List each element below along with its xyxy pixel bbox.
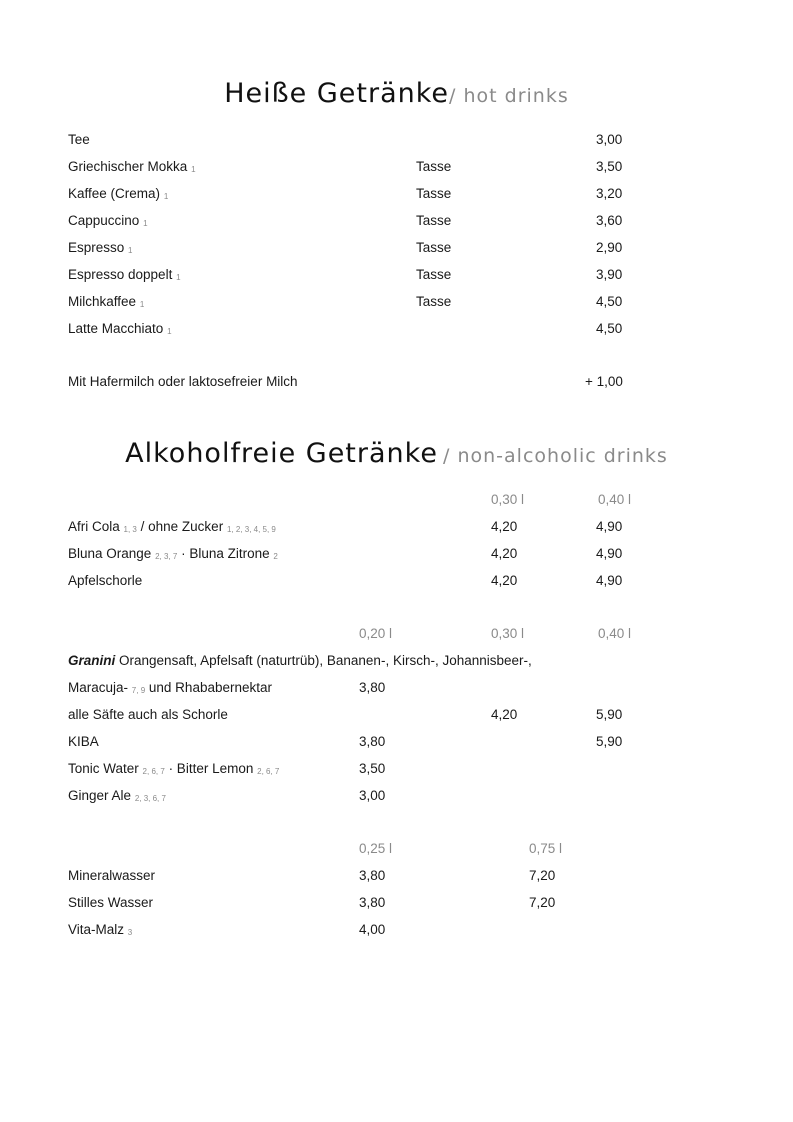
item-price: 3,90 bbox=[596, 267, 623, 282]
item-price: 3,00 bbox=[359, 788, 386, 803]
item-name: Milchkaffee bbox=[68, 294, 137, 309]
footnote-ref: 1 bbox=[128, 246, 133, 255]
granini-line-1 bbox=[68, 653, 532, 669]
item-name: Tee bbox=[68, 132, 90, 147]
item-name-row bbox=[68, 294, 144, 312]
footnote-ref: 3 bbox=[127, 928, 133, 937]
item-name: Bluna Orange bbox=[68, 546, 152, 561]
footnote-ref: 1 bbox=[143, 219, 148, 228]
item-name-variant: · Bluna Zitrone bbox=[181, 546, 270, 561]
item-name: Vita-Malz bbox=[68, 922, 125, 937]
item-name-row bbox=[68, 267, 181, 285]
granini-line-2 bbox=[68, 680, 272, 698]
item-name: Afri Cola bbox=[68, 519, 120, 534]
item-price: 3,20 bbox=[596, 186, 623, 201]
unit-header: 0,20 l bbox=[359, 626, 393, 641]
item-price: 3,60 bbox=[596, 213, 623, 228]
item-price: 4,90 bbox=[596, 546, 623, 561]
unit-header: 0,30 l bbox=[491, 626, 525, 641]
item-name-row bbox=[68, 240, 133, 258]
item-price: 4,50 bbox=[596, 294, 623, 309]
item-price: 3,80 bbox=[359, 680, 386, 695]
item-name: Espresso doppelt bbox=[68, 267, 173, 282]
item-name: und Rhababernektar bbox=[148, 680, 272, 695]
footnote-ref: 1 bbox=[191, 165, 196, 174]
item-size: Tasse bbox=[416, 213, 452, 228]
item-size: Tasse bbox=[416, 186, 452, 201]
item-name: Espresso bbox=[68, 240, 125, 255]
item-price: 3,80 bbox=[359, 734, 386, 749]
item-name: alle Säfte auch als Schorle bbox=[68, 707, 228, 722]
footnote-ref: 2, 3, 7 bbox=[155, 552, 178, 561]
item-name-variant: / ohne Zucker bbox=[140, 519, 224, 534]
item-price: 3,50 bbox=[596, 159, 623, 174]
item-price: 3,80 bbox=[359, 868, 386, 883]
footnote-ref: 2 bbox=[273, 552, 278, 561]
item-name-variant: · Bitter Lemon bbox=[168, 761, 254, 776]
unit-header: 0,40 l bbox=[598, 626, 632, 641]
item-price: 4,90 bbox=[596, 519, 623, 534]
milk-option-price: + 1,00 bbox=[585, 374, 623, 389]
footnote-ref: 1, 3 bbox=[123, 525, 137, 534]
item-name: Latte Macchiato bbox=[68, 321, 164, 336]
footnote-ref: 1 bbox=[163, 192, 169, 201]
item-name: KIBA bbox=[68, 734, 99, 749]
item-name-row bbox=[68, 922, 132, 940]
item-name: Griechischer Mokka bbox=[68, 159, 188, 174]
item-name: Ginger Ale bbox=[68, 788, 132, 803]
brand-name: Granini bbox=[68, 653, 116, 668]
item-price: 3,50 bbox=[359, 761, 386, 776]
item-price: 3,80 bbox=[359, 895, 386, 910]
item-size: Tasse bbox=[416, 159, 452, 174]
item-name-row bbox=[68, 519, 276, 537]
footnote-ref: 1 bbox=[167, 327, 172, 336]
soft-drinks-heading bbox=[0, 438, 793, 469]
unit-header: 0,30 l bbox=[491, 492, 525, 507]
item-name: Stilles Wasser bbox=[68, 895, 154, 910]
item-name-row bbox=[68, 761, 279, 779]
item-name-row bbox=[68, 213, 148, 231]
footnote-ref: 7, 9 bbox=[131, 686, 146, 695]
milk-option-label: Mit Hafermilch oder laktosefreier Milch bbox=[68, 374, 298, 389]
footnote-ref: 2, 6, 7 bbox=[142, 767, 165, 776]
item-price: 4,20 bbox=[491, 519, 518, 534]
item-name: Orangensaft, Apfelsaft (naturtrüb), Bananen-, Kirsch-, Johannisbeer-, bbox=[119, 653, 532, 668]
hot-drinks-subtitle: / hot drinks bbox=[449, 85, 569, 107]
hot-drinks-title: Heiße Getränke bbox=[224, 78, 450, 109]
item-price: 5,90 bbox=[596, 707, 623, 722]
item-name: Maracuja- bbox=[68, 680, 129, 695]
item-price: 2,90 bbox=[596, 240, 623, 255]
footnote-ref: 1 bbox=[176, 273, 181, 282]
item-price: 4,20 bbox=[491, 707, 518, 722]
footnote-ref: 1 bbox=[139, 300, 145, 309]
item-size: Tasse bbox=[416, 267, 452, 282]
item-name: Apfelschorle bbox=[68, 573, 143, 588]
item-size: Tasse bbox=[416, 240, 452, 255]
item-name-row bbox=[68, 186, 168, 204]
item-price: 7,20 bbox=[529, 895, 556, 910]
item-size: Tasse bbox=[416, 294, 452, 309]
unit-header: 0,75 l bbox=[529, 841, 563, 856]
unit-header: 0,40 l bbox=[598, 492, 632, 507]
item-price: 7,20 bbox=[529, 868, 556, 883]
item-name: Kaffee (Crema) bbox=[68, 186, 161, 201]
footnote-ref: 2, 6, 7 bbox=[257, 767, 280, 776]
hot-drinks-heading bbox=[0, 78, 793, 109]
soft-drinks-title: Alkoholfreie Getränke bbox=[125, 438, 438, 469]
item-price: 3,00 bbox=[596, 132, 623, 147]
item-name-row bbox=[68, 159, 196, 177]
item-price: 4,20 bbox=[491, 573, 518, 588]
unit-header: 0,25 l bbox=[359, 841, 393, 856]
item-name: Tonic Water bbox=[68, 761, 139, 776]
item-price: 4,90 bbox=[596, 573, 623, 588]
item-name-row bbox=[68, 546, 278, 564]
item-name: Mineralwasser bbox=[68, 868, 156, 883]
item-name: Cappuccino bbox=[68, 213, 140, 228]
footnote-ref: 2, 3, 6, 7 bbox=[134, 794, 166, 803]
item-price: 4,20 bbox=[491, 546, 518, 561]
item-price: 4,50 bbox=[596, 321, 623, 336]
item-name-row bbox=[68, 788, 166, 806]
item-price: 4,00 bbox=[359, 922, 386, 937]
soft-drinks-subtitle: / non-alcoholic drinks bbox=[443, 445, 668, 467]
footnote-ref: 1, 2, 3, 4, 5, 9 bbox=[226, 525, 276, 534]
item-name-row bbox=[68, 321, 172, 339]
item-price: 5,90 bbox=[596, 734, 623, 749]
